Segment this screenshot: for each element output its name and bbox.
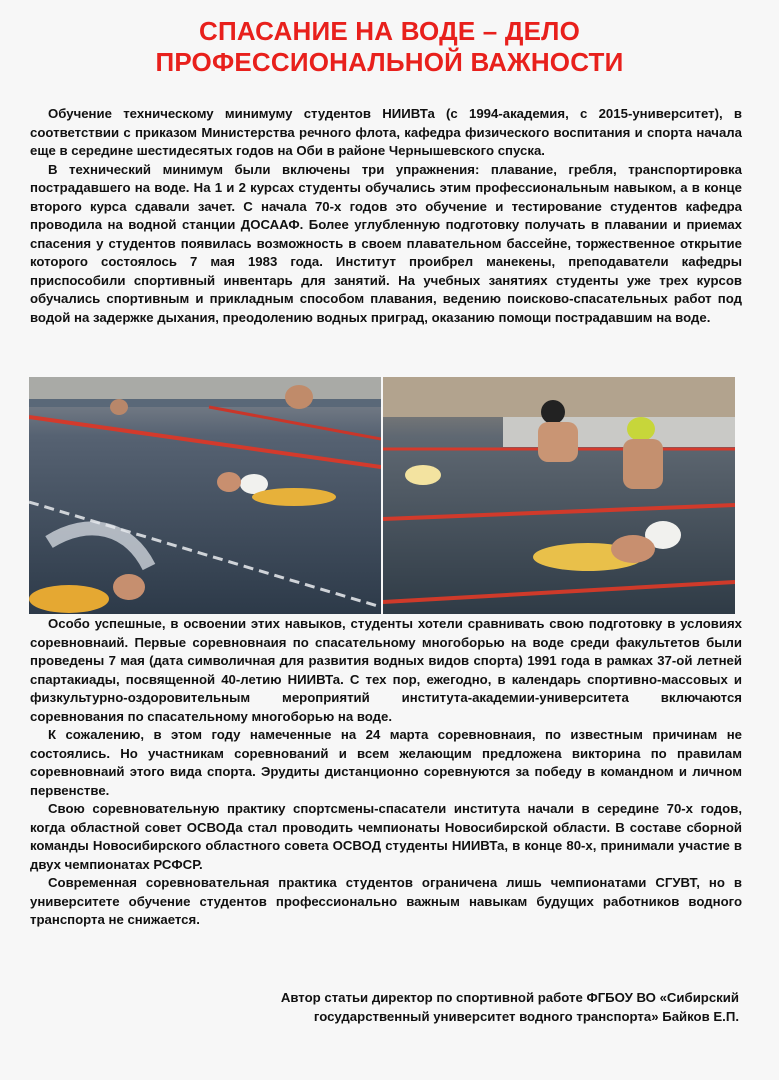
article-author bbox=[179, 988, 739, 1026]
article-text-top bbox=[30, 105, 742, 327]
title-line-1: СПАСАНИЕ НА ВОДЕ – ДЕЛО bbox=[198, 16, 581, 46]
paragraph-5: Свою соревновательную практику спортсмены-спасатели института начали в середине 70-х годов, когда областной совет ОСВОДа стал проводить чемпионаты Новосибирской области. В составе сборной команды Новосибирского областного совета ОСВОД студенты НИИВТа, в конце 80-х, принимали участие в двух чемпионатах РСФСР. bbox=[30, 801, 742, 872]
author-line-1: Автор статьи директор по спортивной работе ФГБОУ ВО «Сибирский bbox=[280, 990, 739, 1005]
article-title bbox=[20, 16, 759, 78]
author-line-2: государственный университет водного транспорта» Байков Е.П. bbox=[313, 1009, 739, 1024]
paragraph-2: В технический минимум были включены три упражнения: плавание, гребля, транспортировка пострадавшего на воде. На 1 и 2 курсах студенты обучались этим профессиональным навыком, а в конце второго курса сдавали зачет. С начала 70-х годов это обучение и тестирование студентов кафедра проводила на водной станции ДОСААФ. Более углубленную подготовку получать в плавании и приемах спасения у студентов появилась возможность в своем плавательном бассейне, торжественное открытие которого состоялось 7 мая 1983 года. Институт проибрел манекены, преподаватели кафедры приспособили спортивный инвентарь для занятий. На учебных занятиях студенты уже трех курсов обучались спортивным и прикладным способом плавания, ведению поисково-спасательных работ под водой на задержке дыхания, преодолению водных приград, оказанию помощи пострадавшим на воде. bbox=[30, 161, 742, 325]
paragraph-3: Особо успешные, в освоении этих навыков, студенты хотели сравнивать свою подготовку в условиях соревновнаий. Первые соревновнаия по спасательному многоборью на воде среди факультетов были проведены 7 мая (дата символичная для развития водных видов спорта) 1991 года в рамках 37-ой летней спартакиады, посвященной 40-летию НИИВТа. С тех пор, ежегодно, в календарь спортивно-массовых и физкультурно-оздоровительным мероприятий института-академии-университета включаются соревнования по спасательному многоборью на воде. bbox=[30, 616, 742, 724]
article-text-bottom bbox=[30, 615, 742, 930]
paragraph-4: К сожалению, в этом году намеченные на 24 марта соревновнаия, по известным причинам не состоялись. Но участникам соревнований и всем желающим предложена викторина по правилам соревновнаий этого вида спорта. Эрудиты дистанционно соревнуются за победу в командном и личном первенстве. bbox=[30, 727, 742, 798]
photo-pool-swimmers-left bbox=[29, 377, 381, 614]
photo-pool-swimmers-right bbox=[383, 377, 735, 614]
paragraph-1: Обучение техническому минимуму студентов НИИВТа (с 1994-академия, с 2015-университет), в соответствии с приказом Министерства речного флота, кафедра физического воспитания и спорта начала еще в середине шестидесятых годов на Оби в районе Чернышевского спуска. bbox=[30, 106, 742, 158]
paragraph-6: Современная соревновательная практика студентов ограничена лишь чемпионатами СГУВТ, но в университете обучение студентов профессионально важным навыкам будущих работников водного транспорта не снижается. bbox=[30, 875, 742, 927]
title-line-2: ПРОФЕССИОНАЛЬНОЙ ВАЖНОСТИ bbox=[155, 47, 624, 77]
